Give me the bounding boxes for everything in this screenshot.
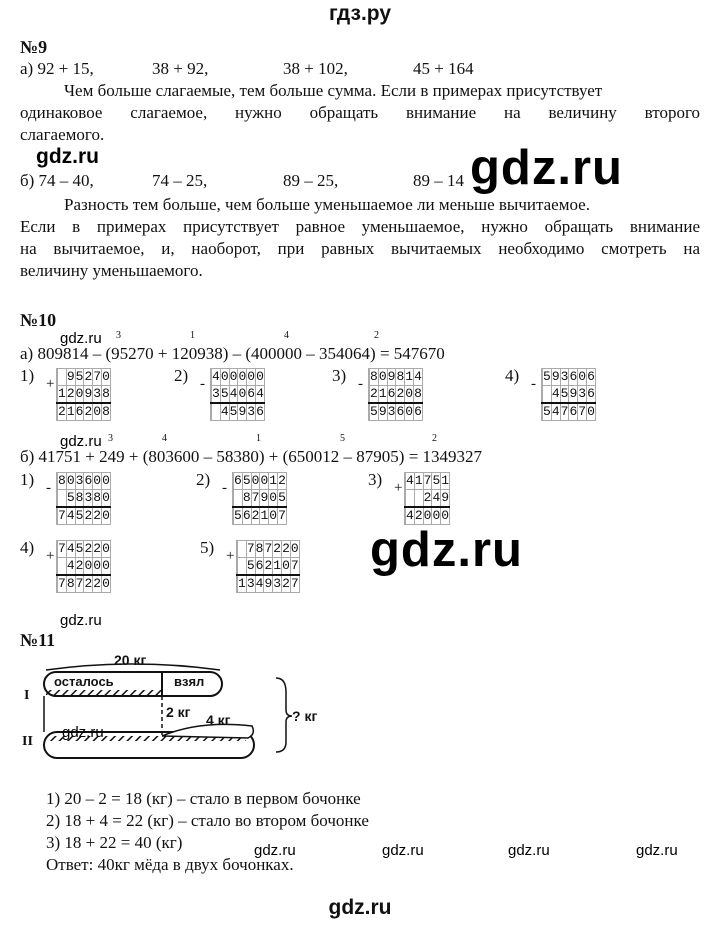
barrels-diagram: [20, 652, 340, 762]
order-mark: 2: [374, 330, 379, 341]
digit-cell: 8: [242, 490, 251, 505]
watermark-large: gdz.ru: [370, 523, 523, 577]
digit-cell: 1: [58, 386, 66, 401]
digit-cell: 6: [396, 404, 405, 419]
digit-cell: 9: [238, 404, 247, 419]
digit-cell: 2: [93, 541, 102, 556]
digit-cell: 9: [441, 490, 450, 505]
digit-cell: 9: [551, 369, 560, 384]
digit-cell: 0: [578, 369, 587, 384]
task9-number: №9: [20, 37, 48, 57]
digit-cell: 5: [246, 558, 255, 573]
task9-a-expr-2: 38 + 92,: [152, 59, 209, 78]
digit-cell: 0: [84, 558, 93, 573]
calc-label: 4): [20, 538, 35, 557]
watermark: gdz.ru: [636, 842, 678, 859]
digit-cell: 9: [260, 490, 269, 505]
task9-b-expr-4: 89 – 14: [413, 171, 464, 190]
digit-cell: 4: [551, 404, 560, 419]
digit-cell: 2: [84, 576, 93, 591]
digit-cell: 3: [246, 576, 255, 591]
digit-cell: 9: [264, 576, 273, 591]
digit-cell: 2: [278, 473, 286, 488]
digit-cell: 1: [414, 473, 423, 488]
digit-cell: 7: [75, 576, 84, 591]
digit-cell: 2: [423, 490, 432, 505]
digit-cell: 1: [238, 576, 246, 591]
digit-cell: 3: [578, 386, 587, 401]
digit-cell: 2: [84, 369, 93, 384]
digit-cell: 5: [242, 473, 251, 488]
order-mark: 3: [108, 433, 113, 444]
order-mark: 4: [162, 433, 167, 444]
digit-cell: 3: [273, 576, 282, 591]
question-label: ? кг: [292, 708, 318, 724]
right-text-label: взял: [174, 674, 205, 689]
digit-cell: 2: [93, 576, 102, 591]
digit-cell: 5: [75, 541, 84, 556]
task9-a-text-1: Чем больше слагаемые, тем больше сумма. Если в примерах присутствует: [64, 81, 603, 100]
digit-cell: 7: [560, 404, 569, 419]
digit-cell: 5: [75, 508, 84, 523]
digit-cell: [414, 490, 423, 508]
digit-cell: 2: [264, 558, 273, 573]
watermark: gdz.ru: [62, 724, 104, 741]
digit-cell: 2: [370, 386, 378, 401]
digit-cell: 9: [66, 369, 75, 384]
digit-cell: [234, 490, 243, 508]
digit-cell: 4: [255, 576, 264, 591]
digit-cell: 7: [278, 508, 286, 523]
digit-cell: 3: [75, 473, 84, 488]
digit-cell: 0: [441, 508, 450, 523]
watermark: gdz.ru: [508, 842, 550, 859]
digit-cell: 6: [84, 473, 93, 488]
digit-cell: 8: [396, 369, 405, 384]
digit-cell: 8: [75, 490, 84, 505]
digit-cell: 7: [578, 404, 587, 419]
calc-operator: -: [46, 480, 51, 496]
calc-label: 1): [20, 366, 35, 385]
calc-operand-row: [542, 386, 596, 404]
calc-result-row: [237, 575, 300, 593]
digit-cell: 5: [432, 473, 441, 488]
calc-operator: -: [222, 480, 227, 496]
digit-cell: [58, 558, 67, 576]
digit-cell: 7: [423, 473, 432, 488]
digit-cell: 0: [269, 490, 278, 505]
digit-cell: 2: [282, 576, 290, 591]
digit-cell: 2: [282, 541, 290, 556]
watermark: gdz.ru: [382, 842, 424, 859]
digit-cell: 0: [238, 369, 247, 384]
digit-cell: 4: [66, 558, 75, 573]
digit-cell: 3: [387, 404, 396, 419]
digit-cell: [58, 369, 67, 386]
digit-cell: 5: [543, 404, 551, 419]
left-text-label: осталось: [54, 674, 114, 689]
digit-cell: 8: [93, 490, 102, 505]
calc-operand-row: [57, 369, 111, 386]
digit-cell: 3: [212, 386, 220, 401]
row-1-label: I: [24, 688, 30, 703]
digit-cell: 0: [93, 473, 102, 488]
digit-cell: 4: [406, 508, 414, 523]
digit-cell: 4: [66, 541, 75, 556]
digit-cell: 0: [405, 404, 414, 419]
watermark: gdz.ru: [36, 145, 99, 168]
calc-grid: [56, 540, 111, 593]
digit-cell: 0: [93, 404, 102, 419]
calc-result-row: [57, 507, 111, 525]
calc-operand-row: [57, 473, 111, 490]
calc-operand-row: [405, 473, 450, 490]
calc-operand-row: [57, 490, 111, 508]
digit-cell: 2: [75, 558, 84, 573]
digit-cell: 3: [84, 490, 93, 505]
calc-grid: [368, 368, 423, 421]
task9-a-expr-4: 45 + 164: [413, 59, 474, 78]
watermark: gdz.ru: [60, 612, 102, 629]
digit-cell: 2: [273, 541, 282, 556]
watermark: gdz.ru: [60, 330, 102, 347]
watermark: gdz.ru: [60, 433, 102, 450]
calc-operand-row: [237, 541, 300, 558]
calc-operand-row: [211, 386, 265, 404]
digit-cell: 9: [387, 369, 396, 384]
digit-cell: 0: [251, 473, 260, 488]
digit-cell: 7: [246, 541, 255, 556]
digit-cell: 8: [370, 369, 378, 384]
digit-cell: 0: [238, 386, 247, 401]
digit-cell: 3: [247, 404, 256, 419]
digit-cell: [212, 403, 221, 421]
digit-cell: 9: [569, 386, 578, 401]
calc-label: 4): [505, 366, 520, 385]
task10-a-expression: а) 809814 – (95270 + 120938) – (400000 – 354064) = 547670: [20, 344, 445, 363]
digit-cell: 4: [66, 508, 75, 523]
digit-cell: 0: [432, 508, 441, 523]
task9-b-text-2: Если в примерах присутствует равное уменьшаемое, нужно обращать внимание: [20, 217, 700, 236]
digit-cell: 6: [587, 386, 595, 401]
digit-cell: 0: [102, 576, 110, 591]
digit-cell: 2: [84, 404, 93, 419]
digit-cell: 4: [212, 369, 220, 384]
order-mark: 2: [432, 433, 437, 444]
digit-cell: 6: [75, 404, 84, 419]
digit-cell: 1: [441, 473, 450, 488]
digit-cell: 0: [290, 541, 299, 556]
digit-cell: 0: [102, 558, 110, 573]
watermark: gdz.ru: [254, 842, 296, 859]
calc-result-row: [233, 507, 287, 525]
digit-cell: 3: [560, 369, 569, 384]
digit-cell: 5: [278, 490, 286, 505]
task9-a-text-2: одинаковое слагаемое, нужно обращать внимание на величину второго: [20, 103, 700, 122]
digit-cell: 1: [378, 386, 387, 401]
digit-cell: 5: [560, 386, 569, 401]
task9-b-text-3: на вычитаемое, и, наоборот, при равных вычитаемых необходимо смотреть на: [20, 239, 700, 258]
task9-a-expr-3: 38 + 102,: [283, 59, 348, 78]
digit-cell: 0: [423, 508, 432, 523]
digit-cell: 6: [569, 404, 578, 419]
digit-cell: [238, 541, 247, 558]
digit-cell: 2: [414, 508, 423, 523]
digit-cell: 6: [387, 386, 396, 401]
digit-cell: 8: [255, 541, 264, 556]
digit-cell: 0: [102, 541, 110, 556]
digit-cell: 8: [102, 404, 110, 419]
digit-cell: 4: [220, 404, 229, 419]
calc-result-row: [57, 575, 111, 593]
digit-cell: 5: [220, 386, 229, 401]
digit-cell: 6: [256, 404, 264, 419]
digit-cell: 6: [587, 369, 595, 384]
calc-label: 1): [20, 470, 35, 489]
watermark-footer: gdz.ru: [328, 896, 392, 919]
task11-number: №11: [20, 630, 56, 650]
digit-cell: 1: [260, 508, 269, 523]
digit-cell: 3: [93, 386, 102, 401]
digit-cell: [238, 558, 247, 576]
digit-cell: 7: [58, 541, 66, 556]
digit-cell: 8: [414, 386, 422, 401]
side-weight-label: 4 кг: [206, 712, 231, 728]
calc-operand-row: [57, 558, 111, 576]
digit-cell: 5: [543, 369, 551, 384]
calc-operator: +: [394, 480, 403, 496]
calc-grid: [232, 472, 287, 525]
calc-operand-row: [57, 386, 111, 404]
digit-cell: 0: [256, 369, 264, 384]
calc-operator: -: [531, 376, 536, 392]
digit-cell: 6: [247, 386, 256, 401]
order-mark: 5: [340, 433, 345, 444]
calc-operator: +: [46, 548, 55, 564]
calc-operator: +: [226, 548, 235, 564]
right-brace: [276, 678, 292, 752]
calc-label: 3): [332, 366, 347, 385]
calc-grid: [56, 368, 111, 421]
digit-cell: 0: [378, 369, 387, 384]
digit-cell: 6: [569, 369, 578, 384]
calc-operand-row: [369, 369, 423, 386]
digit-cell: 5: [370, 404, 378, 419]
digit-cell: 0: [75, 386, 84, 401]
digit-cell: 2: [251, 508, 260, 523]
digit-cell: 2: [66, 386, 75, 401]
digit-cell: 1: [273, 558, 282, 573]
digit-cell: 1: [405, 369, 414, 384]
digit-cell: 0: [269, 508, 278, 523]
digit-cell: 4: [432, 490, 441, 505]
digit-cell: 4: [229, 386, 238, 401]
task11-answer: Ответ: 40кг мёда в двух бочонках.: [46, 855, 294, 874]
calc-operand-row: [542, 369, 596, 386]
digit-cell: 6: [234, 473, 242, 488]
digit-cell: 0: [102, 490, 110, 505]
digit-cell: 4: [406, 473, 414, 488]
task11-step-2: 2) 18 + 4 = 22 (кг) – стало во втором бочонке: [46, 811, 369, 830]
calc-grid: [236, 540, 300, 593]
digit-cell: 5: [229, 404, 238, 419]
digit-cell: 4: [551, 386, 560, 401]
digit-cell: 8: [58, 473, 66, 488]
digit-cell: 7: [290, 558, 299, 573]
calc-label: 5): [200, 538, 215, 557]
row-2-label: II: [22, 734, 33, 749]
digit-cell: 0: [220, 369, 229, 384]
calc-operand-row: [233, 473, 287, 490]
digit-cell: 7: [93, 369, 102, 384]
calc-result-row: [211, 403, 265, 421]
digit-cell: 0: [66, 473, 75, 488]
order-mark: 4: [284, 330, 289, 341]
digit-cell: 2: [84, 541, 93, 556]
digit-cell: 2: [58, 404, 66, 419]
digit-cell: [58, 490, 67, 508]
digit-cell: 2: [396, 386, 405, 401]
task11-step-1: 1) 20 – 2 = 18 (кг) – стало в первом бочонке: [46, 789, 361, 808]
digit-cell: 0: [282, 558, 290, 573]
digit-cell: 0: [93, 558, 102, 573]
digit-cell: 2: [84, 508, 93, 523]
calc-grid: [210, 368, 265, 421]
calc-operand-row: [369, 386, 423, 404]
calc-grid: [541, 368, 596, 421]
digit-cell: 5: [66, 490, 75, 505]
digit-cell: 0: [405, 386, 414, 401]
digit-cell: 2: [93, 508, 102, 523]
digit-cell: 0: [587, 404, 595, 419]
digit-cell: 4: [256, 386, 264, 401]
task11-step-3: 3) 18 + 22 = 40 (кг): [46, 833, 183, 852]
order-mark: 3: [116, 330, 121, 341]
calc-label: 2): [196, 470, 211, 489]
task9-b-text-4: величину уменьшаемого.: [20, 261, 203, 280]
site-title: гдз.ру: [328, 2, 392, 25]
task9-a-text-3: слагаемого.: [20, 125, 105, 144]
task9-b-text-1: Разность тем больше, чем больше уменьшаемое ли меньше вычитаемое.: [64, 195, 590, 214]
calc-operand-row: [237, 558, 300, 576]
digit-cell: 0: [229, 369, 238, 384]
task10-b-expression: б) 41751 + 249 + (803600 – 58380) + (650012 – 87905) = 1349327: [20, 447, 483, 466]
digit-cell: 5: [75, 369, 84, 384]
digit-cell: 8: [66, 576, 75, 591]
task10-number: №10: [20, 310, 57, 330]
calc-result-row: [369, 403, 423, 421]
digit-cell: 0: [247, 369, 256, 384]
digit-cell: 6: [255, 558, 264, 573]
order-mark: 1: [190, 330, 195, 341]
calc-grid: [56, 472, 111, 525]
digit-cell: 7: [290, 576, 299, 591]
digit-cell: 5: [234, 508, 242, 523]
top-weight-label: 20 кг: [114, 652, 147, 668]
digit-cell: 9: [84, 386, 93, 401]
task9-a-expr-1: а) 92 + 15,: [20, 59, 94, 78]
digit-cell: 7: [58, 576, 66, 591]
digit-cell: 7: [251, 490, 260, 505]
mid-weight-label: 2 кг: [166, 704, 191, 720]
digit-cell: 1: [66, 404, 75, 419]
watermark-large: gdz.ru: [470, 141, 623, 195]
digit-cell: [406, 490, 415, 508]
task9-b-expr-1: б) 74 – 40,: [20, 171, 94, 190]
calc-operand-row: [211, 369, 265, 386]
calc-label: 2): [174, 366, 189, 385]
digit-cell: 6: [414, 404, 422, 419]
calc-grid: [404, 472, 450, 525]
calc-result-row: [542, 403, 596, 421]
calc-operand-row: [57, 541, 111, 558]
digit-cell: 7: [58, 508, 66, 523]
calc-operator: +: [46, 376, 55, 392]
digit-cell: 0: [260, 473, 269, 488]
digit-cell: 6: [242, 508, 251, 523]
digit-cell: [543, 386, 552, 404]
digit-cell: 4: [414, 369, 422, 384]
calc-operand-row: [233, 490, 287, 508]
digit-cell: 1: [269, 473, 278, 488]
digit-cell: 0: [102, 508, 110, 523]
digit-cell: 0: [102, 473, 110, 488]
digit-cell: 0: [102, 369, 110, 384]
calc-operator: -: [358, 376, 363, 392]
digit-cell: 9: [378, 404, 387, 419]
barrel-1-hatch: [46, 690, 162, 695]
calc-label: 3): [368, 470, 383, 489]
calc-operator: -: [200, 376, 205, 392]
order-mark: 1: [256, 433, 261, 444]
digit-cell: 7: [264, 541, 273, 556]
task9-b-expr-3: 89 – 25,: [283, 171, 339, 190]
digit-cell: 8: [102, 386, 110, 401]
calc-operand-row: [405, 490, 450, 508]
calc-result-row: [57, 403, 111, 421]
task9-b-expr-2: 74 – 25,: [152, 171, 208, 190]
